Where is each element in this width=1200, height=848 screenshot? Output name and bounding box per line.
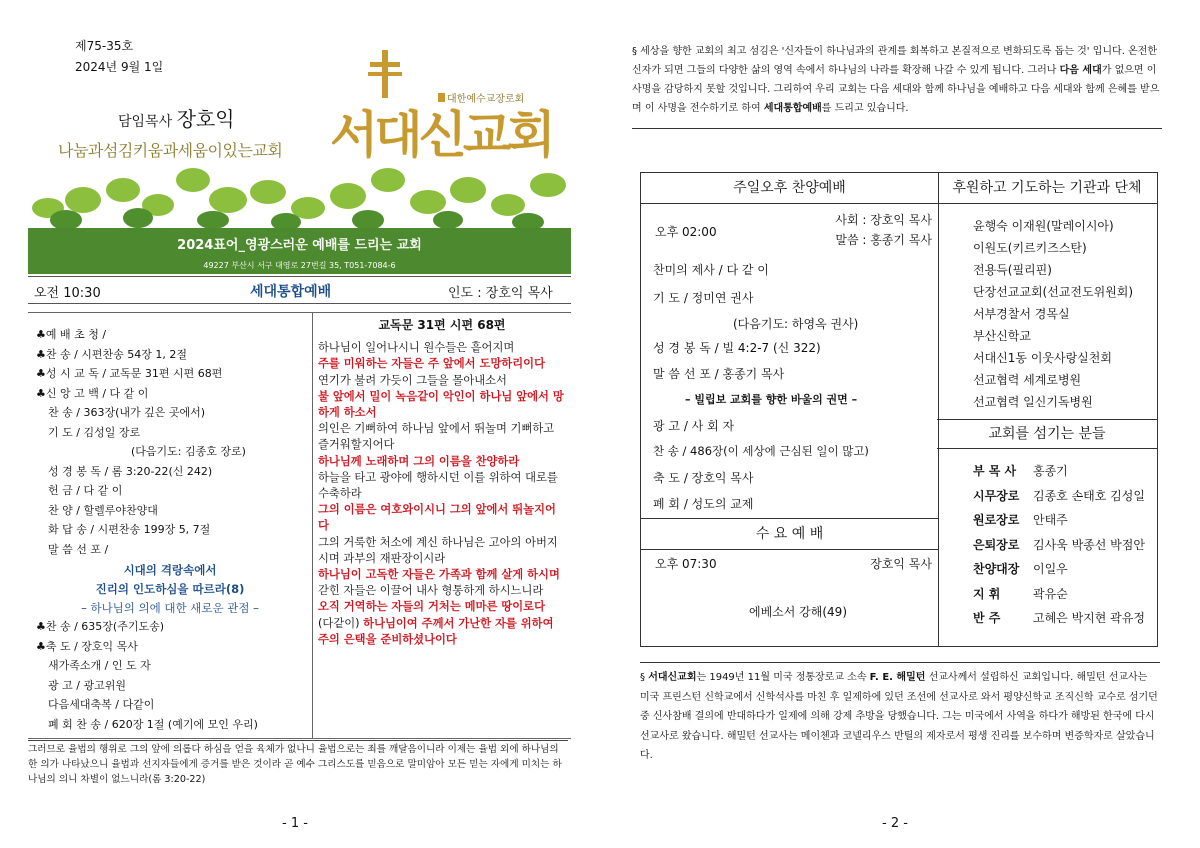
psalm-response-line: 불 앞에서 밀이 녹음같이 악인이 하나님 앞에서 망하게 하소서 <box>318 389 564 420</box>
support-title: 후원하고 기도하는 기관과 단체 <box>937 173 1157 204</box>
order-item: 광 고 / 광고위원 <box>48 678 126 692</box>
denomination <box>438 90 524 105</box>
pastor-line <box>118 103 235 132</box>
afternoon-item: 찬 송 / 486장(이 세상에 근심된 일이 많고) <box>653 444 869 458</box>
server-row <box>973 557 1145 582</box>
banner-address: 49227 부산시 서구 대영로 27번길 35, T051-7084-6 <box>203 261 396 270</box>
order-item: 성 경 봉 독 / 롬 3:20-22(신 242) <box>48 464 213 478</box>
order-item: 화 답 송 / 시편찬송 199장 5, 7절 <box>48 523 211 536</box>
afternoon-presider: 사회 : 장호익 목사 <box>835 213 932 227</box>
intro-text: 가 없으면 이 사명을 감당하지 못할 것입니다. 그리하여 우리 교회는 다음 세대와 함께 하나님을 예배하고 다음 세대와 함께 은혜를 받으며 이 사명을 전수하기로 하여 <box>632 65 1160 114</box>
psalm-response-line: 하나님이 고독한 자들은 가족과 함께 살게 하시며 <box>318 568 560 582</box>
order-item: 다음세대축복 / 다같이 <box>48 698 155 711</box>
afternoon-item: (다음기도: 하영옥 권사) <box>733 317 859 331</box>
psalm-leader-line: 의인은 기뻐하여 하나님 앞에서 뛰놀며 기뻐하고 즐거워할지어다 <box>318 422 555 452</box>
intro-text: § 세상을 향한 교회의 최고 섬김은 '신자들이 하나님과의 관계를 회복하고 본질적으로 변화되도록 돕는 것' 입니다. 온전한 신자가 되면 그들의 다양한 삶의 영역 속에서 하나님의 나라를 확장해 나갈 수 있게 됩니다. 그러나 <box>632 46 1158 76</box>
support-list <box>973 215 1133 413</box>
afternoon-title: 주일오후 찬양예배 <box>641 173 938 204</box>
motto-banner <box>28 228 571 274</box>
afternoon-service-box <box>640 172 939 647</box>
psalm-response-line: 주를 미워하는 자들은 주 앞에서 도망하리이다 <box>318 357 546 371</box>
server-role: 부 목 사 <box>973 464 1017 478</box>
order-item: 말 씀 선 포 / <box>48 542 109 556</box>
order-item: ♣찬 송 / 635장(주기도송) <box>36 620 165 633</box>
order-item: ♣신 앙 고 백 / 다 같 이 <box>36 386 149 400</box>
issue-date: 2024년 9월 1일 <box>75 60 164 74</box>
church-motto: 나눔과섬김키움과세움이있는교회 <box>58 141 283 160</box>
history-emphasis: 서대신교회 <box>648 672 697 683</box>
server-row <box>973 582 1145 607</box>
servers-list <box>973 459 1145 631</box>
afternoon-item: 축 도 / 장호익 목사 <box>653 471 754 485</box>
order-item: ♣성 시 교 독 / 교독문 31편 시편 68편 <box>36 367 223 380</box>
support-item: 선교협력 일신기독병원 <box>973 395 1093 409</box>
wednesday-time: 오후 07:30 <box>655 557 717 571</box>
psalm-leader-line: 갇힌 자들은 이끌어 내사 형통하게 하시느니라 <box>318 584 544 598</box>
church-history <box>640 662 1160 766</box>
support-item: 부산신학교 <box>973 329 1031 343</box>
support-box <box>937 172 1158 647</box>
support-item: 단장선교교회(선교전도위원회) <box>973 285 1134 299</box>
sermon-line1: 시대의 격랑속에서 <box>123 563 217 577</box>
server-row <box>973 508 1145 533</box>
history-text: 는 1949년 11월 미국 정통장로교 소속 <box>696 672 870 683</box>
history-text: § <box>640 672 649 683</box>
service-time: 오전 10:30 <box>34 286 101 301</box>
intro-emphasis: 세대통합예배 <box>763 103 822 114</box>
order-item: 기 도 / 김성일 장로 <box>48 425 141 439</box>
server-names: 김종호 손태호 김성일 <box>1033 488 1145 503</box>
page-number-2: - 2 - <box>882 816 908 831</box>
server-row <box>973 606 1145 631</box>
support-item: 윤행숙 이재원(말레이시아) <box>973 219 1114 233</box>
wednesday-title: 수 요 예 배 <box>641 518 938 550</box>
psalm-final-prefix: (다같이) <box>318 616 360 630</box>
service-leader: 인도 : 장호익 목사 <box>448 286 553 301</box>
page-number-1: - 1 - <box>282 816 308 831</box>
psalm-response-line: 오직 거역하는 자들의 거처는 메마른 땅이로다 <box>318 600 546 614</box>
psalm-leader-line: 하늘을 타고 광야에 행하시던 이를 위하여 대로를 수축하라 <box>318 470 558 501</box>
psalm-lines <box>318 340 566 615</box>
servers-title: 교회를 섬기는 분들 <box>937 419 1157 449</box>
order-item: 새가족소개 / 인 도 자 <box>48 659 151 672</box>
intro-paragraph <box>632 42 1162 129</box>
pastor-name: 장호익 <box>176 107 235 131</box>
psalm-response-line: 그의 이름은 여호와이시니 그의 앞에서 뛰놀지어다 <box>318 503 556 533</box>
server-names: 홍종기 <box>1033 464 1068 478</box>
afternoon-item: 폐 회 / 성도의 교제 <box>653 497 754 511</box>
server-role: 찬양대장 <box>973 562 1020 576</box>
denomination-text: 대한예수교장로회 <box>447 94 525 105</box>
afternoon-item: 성 경 봉 독 / 빌 4:2-7 (신 322) <box>653 341 821 355</box>
psalm-final-text: 하나님이여 주께서 가난한 자를 위하여 주의 은택을 준비하셨나이다 <box>318 616 554 646</box>
sermon-line2: 진리의 인도하심을 따르라(8) <box>95 582 245 596</box>
psalm-leader-line: 그의 거룩한 처소에 계신 하나님은 고아의 아버지시며 과부의 재판장이시라 <box>318 535 558 565</box>
denomination-icon <box>438 93 445 102</box>
service-title: 세대통합예배 <box>250 284 332 300</box>
afternoon-item: 광 고 / 사 회 자 <box>653 419 735 433</box>
support-item: 이원도(키르키즈스탄) <box>973 241 1087 255</box>
server-row <box>973 484 1145 509</box>
psalm-final <box>318 616 566 648</box>
issue-info <box>75 36 163 78</box>
support-item: 서부경찰서 경목실 <box>973 307 1070 321</box>
support-item: 선교협력 세계로병원 <box>973 373 1082 387</box>
afternoon-time: 오후 02:00 <box>655 225 717 239</box>
server-role: 반 주 <box>973 611 1001 625</box>
server-names: 안태주 <box>1033 513 1068 527</box>
support-item: 서대신1동 이웃사랑실천회 <box>973 351 1112 365</box>
order-item: 헌 금 / 다 같 이 <box>48 484 123 497</box>
server-names: 곽유순 <box>1033 586 1068 601</box>
server-row <box>973 459 1145 484</box>
intro-emphasis: 다음 세대 <box>1059 65 1102 76</box>
history-emphasis: F. E. 해밀턴 <box>869 672 926 683</box>
psalm-response-line: 하나님께 노래하며 그의 이름을 찬양하라 <box>318 454 520 468</box>
order-item: ♣축 도 / 장호익 목사 <box>36 639 138 653</box>
wednesday-leader: 장호익 목사 <box>870 557 932 571</box>
afternoon-sermon: – 빌립보 교회를 향한 바울의 권면 – <box>685 393 858 406</box>
server-role: 지 휘 <box>973 586 1001 601</box>
service-bar <box>28 276 571 304</box>
history-text: 선교사께서 설립하신 교회입니다. 해밀턴 선교사는 미국 프린스턴 신학교에서 신학석사를 마친 후 일제하에 있던 조선에 선교사로 와서 평양신학교 조직신학 교수로 섬기던 중 신사참배 결의에 반대하다가 일제에 의해 강제 추방을 당했습니다. 그는 미국에서 사역을 하다가 해방된 한국에 다시 선교사로 왔습니다. 해밀턴 선교사는 메이첸과 코넬리우스 반틸의 제자로서 평생 진리를 보수하며 변증학자로 살았습니다. <box>640 672 1158 761</box>
afternoon-preacher: 말씀 : 홍종기 목사 <box>835 233 932 247</box>
server-names: 고혜은 박지현 곽유정 <box>1033 611 1145 625</box>
afternoon-item: 말 씀 선 포 / 홍종기 목사 <box>653 367 785 381</box>
issue-number: 제75-35호 <box>75 39 134 53</box>
wednesday-sermon: 에베소서 강해(49) <box>749 605 847 619</box>
order-item: (다음기도: 김종호 장로) <box>131 445 246 458</box>
afternoon-item: 기 도 / 정미연 권사 <box>653 291 754 305</box>
psalm-leader-line: 하나님이 일어나시니 원수들은 흩어지며 <box>318 341 515 355</box>
responsive-reading <box>312 312 571 739</box>
intro-text: 를 드리고 있습니다. <box>821 103 909 114</box>
support-item: 전용득(필리핀) <box>973 263 1052 277</box>
server-row <box>973 533 1145 558</box>
server-role: 원로장로 <box>973 513 1020 527</box>
scripture-passage: 그러므로 율법의 행위로 그의 앞에 의롭다 하심을 얻을 육체가 없나니 율법으로는 죄를 깨달음이니라 이제는 율법 외에 하나님의 한 의가 나타났으니 율법과 선지자들에게 증거를 받은 것이라 곧 예수 그리스도를 믿음으로 말미암아 모든 믿는 자에게 미치는 하나님의 의니 차별이 없느니라(롬 3:20-22) <box>28 740 568 787</box>
psalm-title: 교독문 31편 시편 68편 <box>378 318 506 332</box>
order-item: ♣찬 송 / 시편찬송 54장 1, 2절 <box>36 347 188 361</box>
leaves-decoration <box>28 150 571 230</box>
order-item: ♣예 배 초 청 / <box>36 328 107 341</box>
banner-title: 2024표어_영광스러운 예배를 드리는 교회 <box>177 238 422 253</box>
order-item: 찬 송 / 363장(내가 깊은 곳에서) <box>48 406 206 419</box>
worship-order <box>28 312 313 739</box>
sermon-title <box>28 561 312 618</box>
order-item: 폐 회 찬 송 / 620장 1절 (예기에 모인 우리) <box>48 717 258 731</box>
pastor-prefix: 담임목사 <box>118 114 173 130</box>
sermon-subtitle: – 하나님의 의에 대한 새로운 관점 – <box>81 601 259 615</box>
server-names: 김사욱 박종선 박점안 <box>1033 537 1145 552</box>
afternoon-item: 찬미의 제사 / 다 같 이 <box>653 263 769 277</box>
server-role: 시무장로 <box>973 488 1020 503</box>
server-names: 이일우 <box>1033 562 1068 576</box>
psalm-leader-line: 연기가 불려 가듯이 그들을 몰아내소서 <box>318 373 507 387</box>
church-logo-text: 서대신교회 <box>330 105 552 164</box>
order-item: 찬 양 / 할렐루야찬양대 <box>48 503 158 517</box>
server-role: 은퇴장로 <box>973 537 1020 552</box>
